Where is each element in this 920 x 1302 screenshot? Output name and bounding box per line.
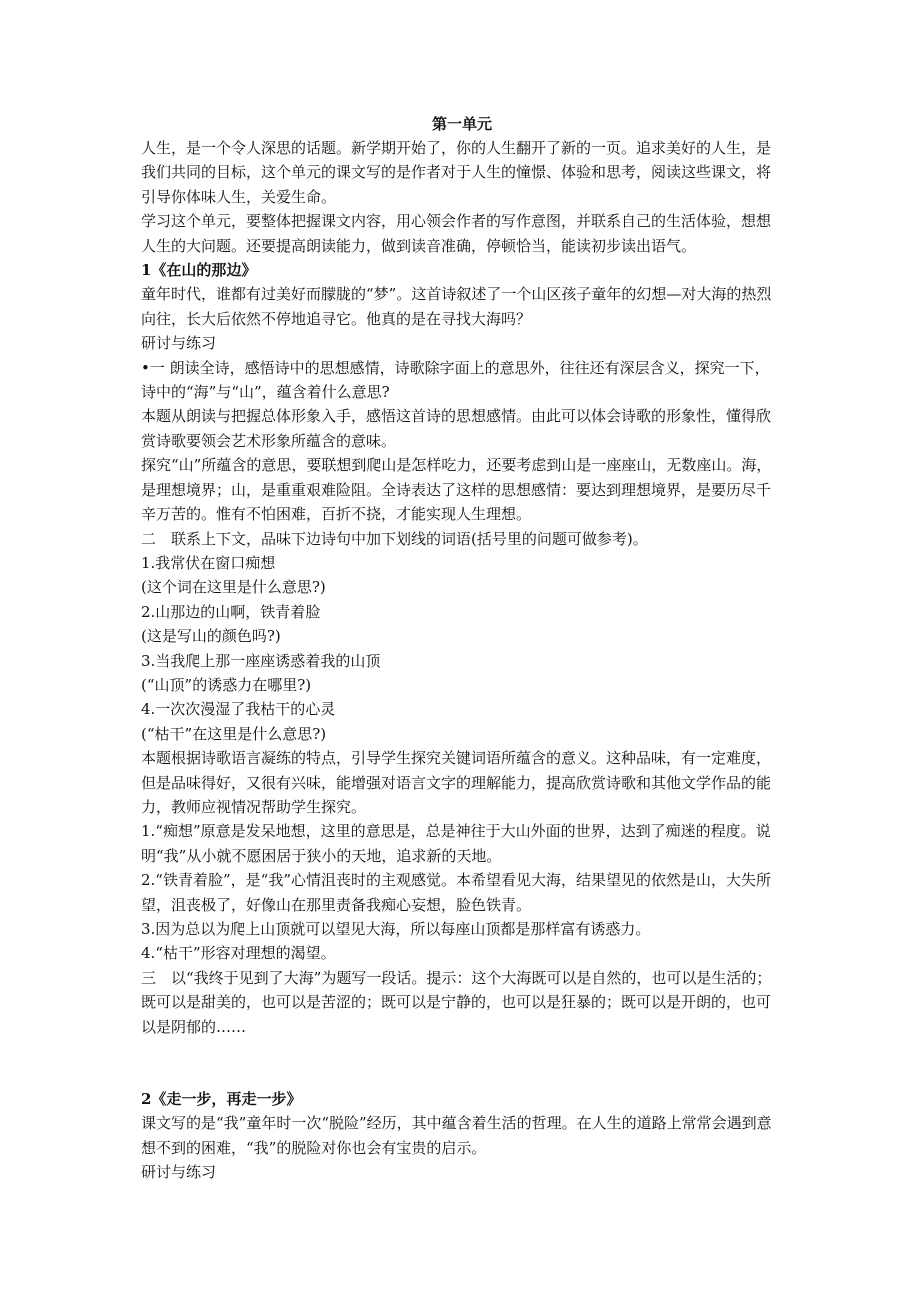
question-2-note: 本题根据诗歌语言凝练的特点，引导学生探究关键词语所蕴含的意义。这种品味，有一定难度，但是品味得好，又很有兴味，能增强对语言文字的理解能力，提高欣赏诗歌和其他文学作品的能力，教师应视情况帮助学生探究。 (141, 749, 772, 816)
question-2-item: (这是写山的颜色吗?) (141, 627, 281, 646)
lesson-1-heading: 1《在山的那边》 (141, 261, 257, 280)
intro-paragraph-2: 学习这个单元，要整体把握课文内容，用心领会作者的写作意图，并联系自己的生活体验，想想人生的大问题。还要提高朗读能力，做到读音准确，停顿恰当，能读初步读出语气。 (141, 212, 772, 255)
question-2-answer: 2.“铁青着脸”，是“我”心情沮丧时的主观感觉。本希望看见大海，结果望见的依然是山，大失所望，沮丧极了，好像山在那里责备我痴心妄想，脸色铁青。 (141, 871, 771, 914)
question-1-note: 本题从朗读与把握总体形象入手，感悟这首诗的思想感情。由此可以体会诗歌的形象性，懂得欣赏诗歌要领会艺术形象所蕴含的意味。 (141, 407, 772, 450)
question-2-item: 4.一次次漫湿了我枯干的心灵 (141, 700, 336, 719)
lesson-1-section-label: 研讨与练习 (141, 334, 217, 353)
lesson-1-summary: 童年时代，谁都有过美好而朦胧的“梦”。这首诗叙述了一个山区孩子童年的幻想—对大海的热烈向往，长大后依然不停地追寻它。他真的是在寻找大海吗？ (141, 285, 772, 328)
unit-title: 第一单元 (431, 115, 492, 133)
question-1-answer: 探究“山”所蕴含的意思，要联想到爬山是怎样吃力，还要考虑到山是一座座山，无数座山。海，是理想境界；山，是重重艰难险阻。全诗表达了这样的思想感情：要达到理想境界，是要历尽千辛万苦的。惟有不怕困难，百折不挠，才能实现人生理想。 (141, 456, 772, 524)
question-2-item: (这个词在这里是什么意思?) (141, 578, 326, 597)
lesson-2-heading: 2《走一步，再走一步》 (141, 1090, 302, 1109)
lesson-2-section-label: 研讨与练习 (141, 1163, 217, 1182)
question-2-item: 2.山那边的山啊，铁青着脸 (141, 602, 321, 621)
document-page (141, 112, 783, 1185)
intro-paragraph-1: 人生，是一个令人深思的话题。新学期开始了，你的人生翻开了新的一页。追求美好的人生，是我们共同的目标，这个单元的课文写的是作者对于人生的憧憬、体验和思考，阅读这些课文，将引导你体味人生，关爱生命。 (141, 139, 772, 206)
question-2-item: (“山顶”的诱惑力在哪里?) (141, 675, 312, 694)
question-3: 三 以“我终于见到了大海”为题写一段话。提示：这个大海既可以是自然的，也可以是生活的；既可以是甜美的，也可以是苦涩的；既可以是宁静的，也可以是狂暴的；既可以是开朗的，也可以是阴郁的…… (141, 968, 772, 1036)
question-1: •一 朗读全诗，感悟诗中的思想感情，诗歌除字面上的意思外，往往还有深层含义，探究一下，诗中的“海”与“山”，蕴含着什么意思? (141, 358, 770, 402)
question-2-item: 1.我常伏在窗口痴想 (141, 553, 276, 572)
question-2-item: 3.当我爬上那一座座诱惑着我的山顶 (141, 651, 381, 670)
question-2-answer: 3.因为总以为爬上山顶就可以望见大海，所以每座山顶都是那样富有诱惑力。 (141, 920, 651, 938)
question-2-answer: 1.“痴想”原意是发呆地想，这里的意思是，总是神往于大山外面的世界，达到了痴迷的程度。说明“我”从小就不愿困居于狭小的天地，追求新的天地。 (141, 822, 771, 865)
section-spacer (141, 1039, 783, 1087)
question-2: 二 联系上下文，品味下边诗句中加下划线的词语(括号里的问题可做参考)。 (141, 529, 648, 548)
question-2-item: (“枯干”在这里是什么意思?) (141, 724, 327, 743)
lesson-2-summary: 课文写的是“我”童年时一次“脱险”经历，其中蕴含着生活的哲理。在人生的道路上常常会遇到意想不到的困难，“我”的脱险对你也会有宝贵的启示。 (141, 1114, 772, 1157)
question-2-answer: 4.“枯干”形容对理想的渴望。 (141, 944, 336, 963)
